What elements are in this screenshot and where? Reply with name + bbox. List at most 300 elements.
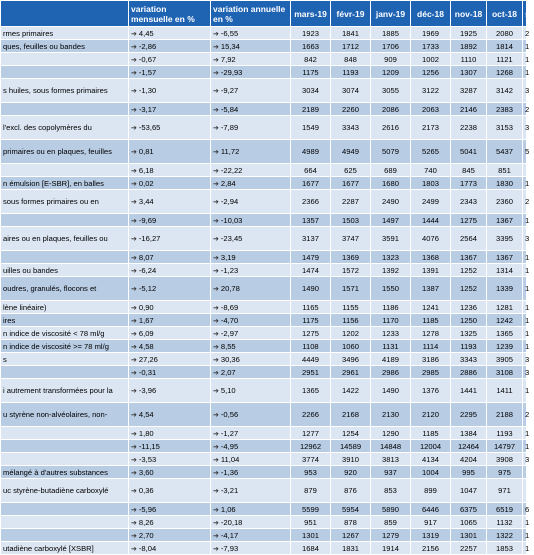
arrow-right-icon: ➔ [131, 456, 137, 464]
month-value-cell: 975 [487, 466, 523, 479]
annual-change-cell [211, 214, 291, 227]
month-value-cell: 12464 [451, 440, 487, 453]
change-value: -22,22 [220, 165, 243, 175]
table-row [1, 227, 527, 251]
month-value-cell: 3343 [451, 353, 487, 366]
month-value-cell: 1241 [411, 301, 451, 314]
table-row [1, 116, 527, 140]
month-value-cell: 1803 [411, 177, 451, 190]
month-value-cell: 1275 [291, 327, 331, 340]
month-value-cell: 1278 [411, 327, 451, 340]
month-value-cell: 1165 [291, 301, 331, 314]
row-label [1, 516, 129, 529]
row-label: s [1, 353, 129, 366]
month-value-cell: 3591 [371, 227, 411, 251]
month-value-cell: 6519 [487, 503, 523, 516]
table-row [1, 529, 527, 542]
change-value: 4,45 [138, 28, 154, 38]
arrow-right-icon: ➔ [131, 356, 137, 364]
month-value-cell: 1367 [451, 251, 487, 264]
month-value-cell: 1314 [487, 264, 523, 277]
month-value-cell: 2 [523, 403, 527, 427]
month-value-cell: 1 [523, 301, 527, 314]
month-value-cell: 1322 [487, 529, 523, 542]
change-value: -5,96 [138, 504, 157, 514]
month-value-cell: 1155 [331, 301, 371, 314]
month-value-cell: 5954 [331, 503, 371, 516]
monthly-change-cell [129, 103, 211, 116]
row-label: ques, feuilles ou bandes [1, 40, 129, 53]
month-value-cell: 4949 [331, 140, 371, 164]
month-value-cell: 879 [291, 479, 331, 503]
month-value-cell: 4989 [291, 140, 331, 164]
monthly-change-cell [129, 40, 211, 53]
monthly-change-cell [129, 190, 211, 214]
change-value: 30,36 [220, 354, 240, 364]
month-value-cell: 1114 [411, 340, 451, 353]
month-value-cell: 12962 [291, 440, 331, 453]
month-value-cell: 1969 [411, 27, 451, 40]
month-value-cell: 1 [523, 379, 527, 403]
month-value-cell: 851 [487, 164, 523, 177]
monthly-change-cell [129, 503, 211, 516]
month-value-cell: 3 [523, 79, 527, 103]
month-value-cell: 1365 [487, 327, 523, 340]
arrow-right-icon: ➔ [213, 356, 219, 364]
table-row [1, 403, 527, 427]
month-value-cell: 2080 [487, 27, 523, 40]
change-value: -29,93 [220, 67, 243, 77]
row-label: primaires ou en plaques, feuilles [1, 140, 129, 164]
month-value-cell: 3 [523, 227, 527, 251]
row-label: l'excl. des copolymères du [1, 116, 129, 140]
month-value-cell: 953 [291, 466, 331, 479]
month-value-cell: 1 [523, 427, 527, 440]
annual-change-cell [211, 314, 291, 327]
month-value-cell: 1307 [451, 66, 487, 79]
arrow-right-icon: ➔ [131, 254, 137, 262]
arrow-right-icon: ➔ [213, 343, 219, 351]
month-value-cell: 2130 [371, 403, 411, 427]
annual-change-cell [211, 164, 291, 177]
table-row [1, 177, 527, 190]
change-value: -2,97 [220, 328, 239, 338]
month-value-cell: 2499 [411, 190, 451, 214]
annual-change-cell [211, 27, 291, 40]
month-value-cell: 859 [371, 516, 411, 529]
month-value-cell: 1376 [411, 379, 451, 403]
month-value-cell [523, 164, 527, 177]
change-value: -10,03 [220, 215, 243, 225]
month-value-cell: 1733 [411, 40, 451, 53]
annual-change-cell [211, 366, 291, 379]
arrow-right-icon: ➔ [131, 167, 137, 175]
row-label [1, 529, 129, 542]
change-value: -5,84 [220, 104, 239, 114]
month-value-cell: 2189 [291, 103, 331, 116]
annual-change-cell [211, 516, 291, 529]
month-value-cell: 3137 [291, 227, 331, 251]
arrow-right-icon: ➔ [213, 236, 219, 243]
change-value: -3,96 [138, 386, 157, 395]
change-value: 6,09 [138, 328, 154, 338]
row-label [1, 103, 129, 116]
month-value-cell: 2986 [371, 366, 411, 379]
table-row [1, 79, 527, 103]
change-value: 1,67 [138, 315, 154, 325]
annual-change-cell [211, 264, 291, 277]
header-var-year: variation annuelle en % [211, 1, 291, 27]
table-row [1, 479, 527, 503]
month-value-cell: 1663 [291, 40, 331, 53]
month-value-cell: 1841 [331, 27, 371, 40]
month-value-cell: 5079 [371, 140, 411, 164]
month-value-cell: 1 [523, 340, 527, 353]
arrow-right-icon: ➔ [213, 30, 219, 38]
month-value-cell: 3 [523, 353, 527, 366]
monthly-change-cell [129, 379, 211, 403]
arrow-right-icon: ➔ [213, 149, 219, 156]
row-label: n émulsion [E-SBR], en balles [1, 177, 129, 190]
month-value-cell: 1242 [487, 314, 523, 327]
month-value-cell: 3074 [331, 79, 371, 103]
annual-change-cell [211, 251, 291, 264]
arrow-right-icon: ➔ [131, 519, 137, 527]
arrow-right-icon: ➔ [131, 330, 137, 338]
row-label: oudres, granulés, flocons et [1, 277, 129, 301]
row-label: s huiles, sous formes primaires [1, 79, 129, 103]
arrow-right-icon: ➔ [213, 506, 219, 514]
row-label: utadiène carboxylé [XSBR] [1, 542, 129, 555]
month-value-cell: 4076 [411, 227, 451, 251]
row-label: n indice de viscosité >= 78 ml/g [1, 340, 129, 353]
month-value-cell: 995 [451, 466, 487, 479]
arrow-right-icon: ➔ [213, 217, 219, 225]
arrow-right-icon: ➔ [213, 430, 219, 438]
month-value-cell: 1367 [487, 251, 523, 264]
month-value-cell: 1277 [291, 427, 331, 440]
month-value-cell: 878 [331, 516, 371, 529]
month-value-cell: 1 [523, 264, 527, 277]
arrow-right-icon: ➔ [213, 43, 219, 51]
change-value: 27,26 [138, 354, 158, 364]
monthly-change-cell [129, 366, 211, 379]
change-value: 5,10 [220, 386, 236, 395]
month-value-cell: 6 [523, 503, 527, 516]
month-value-cell: 1002 [411, 53, 451, 66]
annual-change-cell [211, 103, 291, 116]
change-value: 3,19 [220, 252, 236, 262]
annual-change-cell [211, 466, 291, 479]
month-value-cell: 6375 [451, 503, 487, 516]
month-value-cell: 2360 [487, 190, 523, 214]
month-value-cell: 2086 [371, 103, 411, 116]
month-value-cell: 3108 [487, 366, 523, 379]
arrow-right-icon: ➔ [213, 388, 219, 395]
month-value-cell: 1391 [411, 264, 451, 277]
month-value-cell: 1275 [451, 214, 487, 227]
month-value-cell: 1256 [411, 66, 451, 79]
table-row [1, 542, 527, 555]
change-value: 2,70 [138, 530, 154, 540]
arrow-right-icon: ➔ [213, 254, 219, 262]
month-value-cell: 2564 [451, 227, 487, 251]
month-value-cell: 1319 [411, 529, 451, 542]
monthly-change-cell [129, 27, 211, 40]
month-value-cell: 1185 [411, 314, 451, 327]
row-label [1, 251, 129, 264]
month-value-cell: 4449 [291, 353, 331, 366]
month-value-cell: 1923 [291, 27, 331, 40]
month-value-cell: 1047 [451, 479, 487, 503]
month-value-cell: 1279 [371, 529, 411, 542]
month-value-cell: 1250 [451, 314, 487, 327]
change-value: 6,18 [138, 165, 154, 175]
month-value-cell: 2616 [371, 116, 411, 140]
month-value-cell: 1 [523, 177, 527, 190]
month-value-cell: 1387 [411, 277, 451, 301]
change-value: 0,02 [138, 178, 154, 188]
monthly-change-cell [129, 301, 211, 314]
month-value-cell: 1108 [291, 340, 331, 353]
month-value-cell: 2238 [451, 116, 487, 140]
table-row [1, 190, 527, 214]
month-value-cell: 12004 [411, 440, 451, 453]
arrow-right-icon: ➔ [213, 267, 219, 275]
arrow-right-icon: ➔ [131, 236, 137, 243]
month-value-cell: 1 [523, 214, 527, 227]
month-value-cell: 1706 [371, 40, 411, 53]
month-value-cell: 1301 [451, 529, 487, 542]
change-value: -8,69 [220, 302, 239, 312]
header-label [1, 1, 129, 27]
month-value-cell: 5437 [487, 140, 523, 164]
arrow-right-icon: ➔ [131, 180, 137, 188]
row-label [1, 164, 129, 177]
month-value-cell: 1175 [291, 314, 331, 327]
monthly-change-cell [129, 164, 211, 177]
month-value-cell: 1853 [487, 542, 523, 555]
change-value: -9,27 [220, 86, 239, 95]
annual-change-cell [211, 53, 291, 66]
month-value-cell: 1110 [451, 53, 487, 66]
change-value: -7,89 [220, 123, 239, 132]
monthly-change-cell [129, 79, 211, 103]
monthly-change-cell [129, 214, 211, 227]
change-value: 0,81 [138, 147, 154, 156]
month-value-cell: 3142 [487, 79, 523, 103]
annual-change-cell [211, 529, 291, 542]
row-label: rmes primaires [1, 27, 129, 40]
annual-change-cell [211, 440, 291, 453]
change-value: -3,53 [138, 454, 157, 464]
row-label [1, 427, 129, 440]
month-value-cell: 2 [523, 190, 527, 214]
month-value-cell: 1925 [451, 27, 487, 40]
month-value-cell: 1170 [371, 314, 411, 327]
arrow-right-icon: ➔ [213, 56, 219, 64]
month-value-cell: 1422 [331, 379, 371, 403]
row-label: lène linéaire) [1, 301, 129, 314]
month-value-cell: 14589 [331, 440, 371, 453]
annual-change-cell [211, 453, 291, 466]
header-month: oct-18 [487, 1, 523, 27]
month-value-cell: 1479 [291, 251, 331, 264]
change-value: -53,65 [138, 123, 161, 132]
change-value: -0,56 [220, 410, 239, 419]
month-value-cell: 1367 [487, 214, 523, 227]
annual-change-cell [211, 542, 291, 555]
month-value-cell: 1202 [331, 327, 371, 340]
header-row [1, 1, 527, 27]
change-value: -2,86 [138, 41, 157, 51]
month-value-cell: 1185 [411, 427, 451, 440]
month-value-cell: 1 [523, 66, 527, 79]
month-value-cell: 1 [523, 440, 527, 453]
table-row [1, 379, 527, 403]
month-value-cell: 1892 [451, 40, 487, 53]
month-value-cell: 1677 [291, 177, 331, 190]
month-value-cell: 876 [331, 479, 371, 503]
month-value-cell: 1497 [371, 214, 411, 227]
month-value-cell: 1571 [331, 277, 371, 301]
change-value: 2,84 [220, 178, 236, 188]
arrow-right-icon: ➔ [213, 330, 219, 338]
month-value-cell: 2961 [331, 366, 371, 379]
monthly-change-cell [129, 453, 211, 466]
month-value-cell: 2266 [291, 403, 331, 427]
month-value-cell: 1411 [487, 379, 523, 403]
change-value: -1,27 [220, 428, 239, 438]
table-row [1, 251, 527, 264]
month-value-cell: 1441 [451, 379, 487, 403]
month-value-cell: 2343 [451, 190, 487, 214]
month-value-cell: 1301 [291, 529, 331, 542]
month-value-cell: 1236 [451, 301, 487, 314]
arrow-right-icon: ➔ [131, 388, 137, 395]
change-value: 8,07 [138, 252, 154, 262]
month-value-cell: 951 [291, 516, 331, 529]
table-row [1, 466, 527, 479]
month-value-cell: 3774 [291, 453, 331, 466]
arrow-right-icon: ➔ [131, 69, 137, 77]
monthly-change-cell [129, 264, 211, 277]
month-value-cell: 6446 [411, 503, 451, 516]
annual-change-cell [211, 40, 291, 53]
monthly-change-cell [129, 251, 211, 264]
annual-change-cell [211, 79, 291, 103]
month-value-cell: 5890 [371, 503, 411, 516]
arrow-right-icon: ➔ [213, 199, 219, 206]
month-value-cell: 2886 [451, 366, 487, 379]
arrow-right-icon: ➔ [131, 30, 137, 38]
month-value-cell: 1252 [451, 277, 487, 301]
month-value-cell: 1131 [371, 340, 411, 353]
month-value-cell: 5599 [291, 503, 331, 516]
month-value-cell: 625 [331, 164, 371, 177]
month-value-cell: 971 [487, 479, 523, 503]
annual-change-cell [211, 427, 291, 440]
month-value-cell: 917 [411, 516, 451, 529]
month-value-cell: 1 [523, 53, 527, 66]
month-value-cell: 842 [291, 53, 331, 66]
change-value: -6,24 [138, 265, 157, 275]
table-row [1, 453, 527, 466]
month-value-cell: 909 [371, 53, 411, 66]
table-row [1, 366, 527, 379]
month-value-cell: 2120 [411, 403, 451, 427]
change-value: 0,90 [138, 302, 154, 312]
month-value-cell: 2 [523, 27, 527, 40]
annual-change-cell [211, 503, 291, 516]
change-value: 11,04 [220, 454, 240, 464]
arrow-right-icon: ➔ [131, 430, 137, 438]
monthly-change-cell [129, 529, 211, 542]
row-label: aires ou en plaques, feuilles ou [1, 227, 129, 251]
header-month: févr-19 [331, 1, 371, 27]
arrow-right-icon: ➔ [213, 412, 219, 419]
month-value-cell: 1209 [371, 66, 411, 79]
arrow-right-icon: ➔ [131, 199, 137, 206]
change-value: -3,17 [138, 104, 157, 114]
arrow-right-icon: ➔ [213, 317, 219, 325]
month-value-cell: 1 [523, 277, 527, 301]
month-value-cell: 1268 [487, 66, 523, 79]
monthly-change-cell [129, 66, 211, 79]
month-value-cell: 1490 [291, 277, 331, 301]
month-value-cell: 1323 [371, 251, 411, 264]
header-month: janv-19 [371, 1, 411, 27]
month-value-cell: 845 [451, 164, 487, 177]
monthly-change-cell [129, 479, 211, 503]
monthly-change-cell [129, 116, 211, 140]
month-value-cell: 14797 [487, 440, 523, 453]
month-value-cell: 1550 [371, 277, 411, 301]
month-value-cell: 1 [523, 314, 527, 327]
table-row [1, 516, 527, 529]
change-value: -0,67 [138, 54, 157, 64]
month-value-cell: 1 [523, 251, 527, 264]
annual-change-cell [211, 353, 291, 366]
row-label: i autrement transformées pour la [1, 379, 129, 403]
monthly-change-cell [129, 353, 211, 366]
row-label: n indice de viscosité < 78 ml/g [1, 327, 129, 340]
month-value-cell: 1252 [451, 264, 487, 277]
header-month: se [523, 1, 527, 27]
arrow-right-icon: ➔ [131, 369, 137, 377]
month-value-cell: 3186 [411, 353, 451, 366]
month-value-cell: 1885 [371, 27, 411, 40]
arrow-right-icon: ➔ [131, 149, 137, 156]
arrow-right-icon: ➔ [131, 56, 137, 64]
month-value-cell: 1474 [291, 264, 331, 277]
month-value-cell: 1193 [451, 340, 487, 353]
month-value-cell: 1004 [411, 466, 451, 479]
change-value: -4,17 [220, 530, 239, 540]
row-label [1, 66, 129, 79]
change-value: 3,60 [138, 467, 154, 477]
annual-change-cell [211, 227, 291, 251]
month-value-cell: 2188 [487, 403, 523, 427]
arrow-right-icon: ➔ [213, 545, 219, 553]
row-label [1, 440, 129, 453]
arrow-right-icon: ➔ [131, 317, 137, 325]
change-value: 11,72 [220, 147, 240, 156]
month-value-cell: 1392 [371, 264, 411, 277]
arrow-right-icon: ➔ [213, 369, 219, 377]
change-value: 8,55 [220, 341, 236, 351]
change-value: -9,69 [138, 215, 157, 225]
